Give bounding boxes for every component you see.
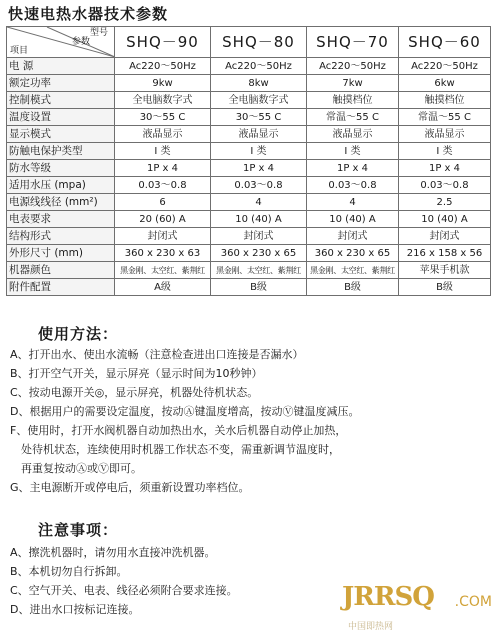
- table-cell: 液晶显示: [211, 126, 307, 143]
- table-cell: I 类: [399, 143, 491, 160]
- row-label: 控制模式: [7, 92, 115, 109]
- table-cell: B级: [399, 279, 491, 296]
- usage-list: [10, 345, 490, 497]
- usage-step: [10, 402, 490, 421]
- note-item: D、进出水口按标记连接。: [10, 603, 140, 616]
- table-cell: 4: [307, 194, 399, 211]
- table-cell: 0.03～0.8: [115, 177, 211, 194]
- table-cell: 4: [211, 194, 307, 211]
- table-row: [7, 211, 491, 228]
- table-cell: 常温～55 C: [307, 109, 399, 126]
- table-cell: 8kw: [211, 75, 307, 92]
- usage-step: [10, 478, 490, 497]
- usage-title: 使用方法：: [38, 325, 119, 343]
- table-row: [7, 58, 491, 75]
- table-cell: 0.03～0.8: [211, 177, 307, 194]
- table-cell: 10 (40) A: [307, 211, 399, 228]
- table-cell: 1P x 4: [211, 160, 307, 177]
- table-cell: 封闭式: [115, 228, 211, 245]
- row-label: 附件配置: [7, 279, 115, 296]
- table-cell: 20 (60) A: [115, 211, 211, 228]
- table-cell: 1P x 4: [115, 160, 211, 177]
- usage-step-text: F、使用时，打开水阀机器自动加热出水，关水后机器自动停止加热，: [10, 424, 347, 437]
- table-row: [7, 75, 491, 92]
- model-header: SHQ－70: [307, 27, 399, 58]
- row-label: 防触电保护类型: [7, 143, 115, 160]
- table-cell: Ac220～50Hz: [399, 58, 491, 75]
- model-header: SHQ－90: [115, 27, 211, 58]
- usage-step-text: G、主电源断开或停电后，须重新设置功率档位。: [10, 481, 250, 494]
- usage-step: [10, 421, 490, 440]
- table-cell: 7kw: [307, 75, 399, 92]
- usage-step-text: C、按动电源开关◎，显示屏亮，机器处待机状态。: [10, 386, 259, 399]
- note-item: A、擦洗机器时，请勿用水直接冲洗机器。: [10, 546, 216, 559]
- usage-step: [10, 345, 490, 364]
- usage-step-text: D、根据用户的需要设定温度，按动Ⓐ键温度增高，按动Ⓥ键温度减压。: [10, 405, 360, 418]
- table-row: [7, 126, 491, 143]
- table-cell: 常温～55 C: [399, 109, 491, 126]
- table-cell: Ac220～50Hz: [115, 58, 211, 75]
- table-row: [7, 143, 491, 160]
- row-label: 电源线线径 (mm²): [7, 194, 115, 211]
- row-label: 额定功率: [7, 75, 115, 92]
- table-cell: 黑金刚、太空红、紫荆红: [211, 262, 307, 279]
- table-cell: 封闭式: [211, 228, 307, 245]
- watermark-suffix: .COM: [454, 594, 492, 610]
- table-cell: 封闭式: [399, 228, 491, 245]
- table-cell: 360 x 230 x 63: [115, 245, 211, 262]
- corner-model-label: 型号: [89, 28, 108, 38]
- table-cell: 黑金刚、太空红、紫荆红: [115, 262, 211, 279]
- table-cell: 1P x 4: [399, 160, 491, 177]
- table-cell: 360 x 230 x 65: [211, 245, 307, 262]
- usage-step-continuation: [10, 459, 490, 478]
- table-cell: 360 x 230 x 65: [307, 245, 399, 262]
- usage-step: [10, 383, 490, 402]
- table-row: [7, 109, 491, 126]
- row-label: 防水等级: [7, 160, 115, 177]
- note-item: C、空气开关、电表、线径必须附合要求连接。: [10, 584, 238, 597]
- table-cell: A级: [115, 279, 211, 296]
- table-row: [7, 160, 491, 177]
- table-cell: I 类: [115, 143, 211, 160]
- table-cell: 触摸档位: [307, 92, 399, 109]
- table-cell: 触摸档位: [399, 92, 491, 109]
- table-row: [7, 279, 491, 296]
- usage-step-text: B、打开空气开关，显示屏亮（显示时间为10秒钟）: [10, 367, 263, 380]
- table-cell: 液晶显示: [115, 126, 211, 143]
- table-row: [7, 177, 491, 194]
- table-cell: B级: [307, 279, 399, 296]
- table-row: [7, 262, 491, 279]
- table-cell: 6kw: [399, 75, 491, 92]
- table-cell: 9kw: [115, 75, 211, 92]
- table-cell: 封闭式: [307, 228, 399, 245]
- notes-title: 注意事项：: [38, 521, 119, 539]
- row-label: 温度设置: [7, 109, 115, 126]
- page-title: 快速电热水器技术参数: [8, 5, 169, 23]
- row-label: 电 源: [7, 58, 115, 75]
- table-cell: 苹果手机款: [399, 262, 491, 279]
- corner-params-label: 参数: [71, 37, 90, 47]
- row-label: 显示模式: [7, 126, 115, 143]
- watermark-brand: JRRSQ: [342, 582, 434, 612]
- watermark-logo: [342, 582, 492, 632]
- usage-step: [10, 364, 490, 383]
- model-header: SHQ－80: [211, 27, 307, 58]
- watermark-subtitle: 中国即热网: [348, 622, 394, 632]
- corner-item-label: 项目: [10, 46, 29, 56]
- row-label: 机器颜色: [7, 262, 115, 279]
- table-cell: 10 (40) A: [211, 211, 307, 228]
- table-cell: 1P x 4: [307, 160, 399, 177]
- spec-table: [6, 26, 491, 296]
- note-item: B、本机切勿自行拆卸。: [10, 565, 128, 578]
- table-cell: 0.03～0.8: [307, 177, 399, 194]
- usage-step-text: A、打开出水、使出水流畅（注意检查进出口连接是否漏水）: [10, 348, 304, 361]
- table-cell: 液晶显示: [399, 126, 491, 143]
- table-cell: 全电脑数字式: [115, 92, 211, 109]
- usage-step-continuation-text: 处待机状态，连续使用时机器工作状态不变，需重新调节温度时，: [21, 443, 340, 456]
- table-row: [7, 245, 491, 262]
- row-label: 适用水压 (mpa): [7, 177, 115, 194]
- row-label: 外形尺寸 (mm): [7, 245, 115, 262]
- row-label: 电表要求: [7, 211, 115, 228]
- table-row: [7, 194, 491, 211]
- table-cell: 液晶显示: [307, 126, 399, 143]
- usage-step-continuation: [10, 440, 490, 459]
- table-cell: I 类: [211, 143, 307, 160]
- table-header-row: [7, 27, 491, 58]
- table-cell: B级: [211, 279, 307, 296]
- table-cell: 全电脑数字式: [211, 92, 307, 109]
- table-cell: Ac220～50Hz: [307, 58, 399, 75]
- table-cell: Ac220～50Hz: [211, 58, 307, 75]
- table-row: [7, 92, 491, 109]
- row-label: 结构形式: [7, 228, 115, 245]
- usage-step-continuation-text: 再重复按动Ⓐ或Ⓥ即可。: [21, 462, 142, 475]
- table-cell: I 类: [307, 143, 399, 160]
- table-cell: 10 (40) A: [399, 211, 491, 228]
- table-row: [7, 228, 491, 245]
- table-corner-cell: [7, 27, 115, 58]
- model-header: SHQ－60: [399, 27, 491, 58]
- table-cell: 30～55 C: [115, 109, 211, 126]
- table-cell: 30～55 C: [211, 109, 307, 126]
- table-cell: 216 x 158 x 56: [399, 245, 491, 262]
- table-cell: 0.03～0.8: [399, 177, 491, 194]
- table-cell: 6: [115, 194, 211, 211]
- table-cell: 黑金刚、太空红、紫荆红: [307, 262, 399, 279]
- table-cell: 2.5: [399, 194, 491, 211]
